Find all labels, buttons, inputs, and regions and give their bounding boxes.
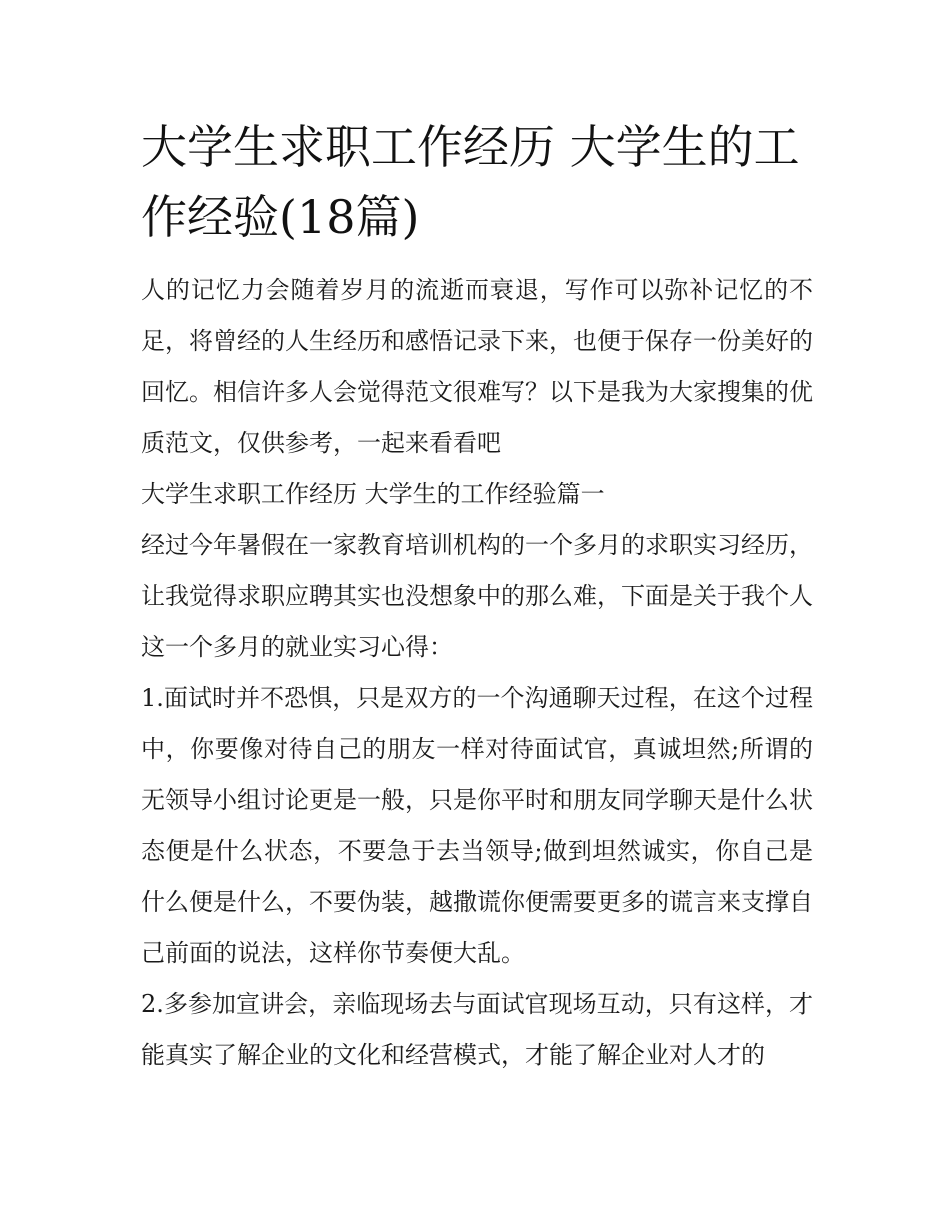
body-paragraph-2: 1.面试时并不恐惧，只是双方的一个沟通聊天过程，在这个过程中，你要像对待自己的朋友一样对待面试官，真诚坦然;所谓的无领导小组讨论更是一般，只是你平时和朋友同学聊天是什么状态便是什么状态，不要急于去当领导;做到坦然诚实，你自己是什么便是什么，不要伪装，越撒谎你便需要更多的谎言来支撑自己前面的说法，这样你节奏便大乱。 xyxy=(141,684,813,967)
section-heading: 大学生求职工作经历 大学生的工作经验篇一 xyxy=(141,480,605,508)
document-content xyxy=(141,112,813,1081)
body-paragraph-3: 2.多参加宣讲会，亲临现场去与面试官现场互动，只有这样，才能真实了解企业的文化和经营模式，才能了解企业对人才的 xyxy=(141,990,813,1069)
body-paragraph-1: 经过今年暑假在一家教育培训机构的一个多月的求职实习经历，让我觉得求职应聘其实也没想象中的那么难，下面是关于我个人这一个多月的就业实习心得： xyxy=(141,531,813,661)
document-title: 大学生求职工作经历 大学生的工作经验(18篇) xyxy=(141,120,800,244)
intro-paragraph: 人的记忆力会随着岁月的流逝而衰退，写作可以弥补记忆的不足，将曾经的人生经历和感悟记录下来，也便于保存一份美好的回忆。相信许多人会觉得范文很难写？以下是我为大家搜集的优质范文，仅供参考，一起来看看吧 xyxy=(141,276,813,457)
